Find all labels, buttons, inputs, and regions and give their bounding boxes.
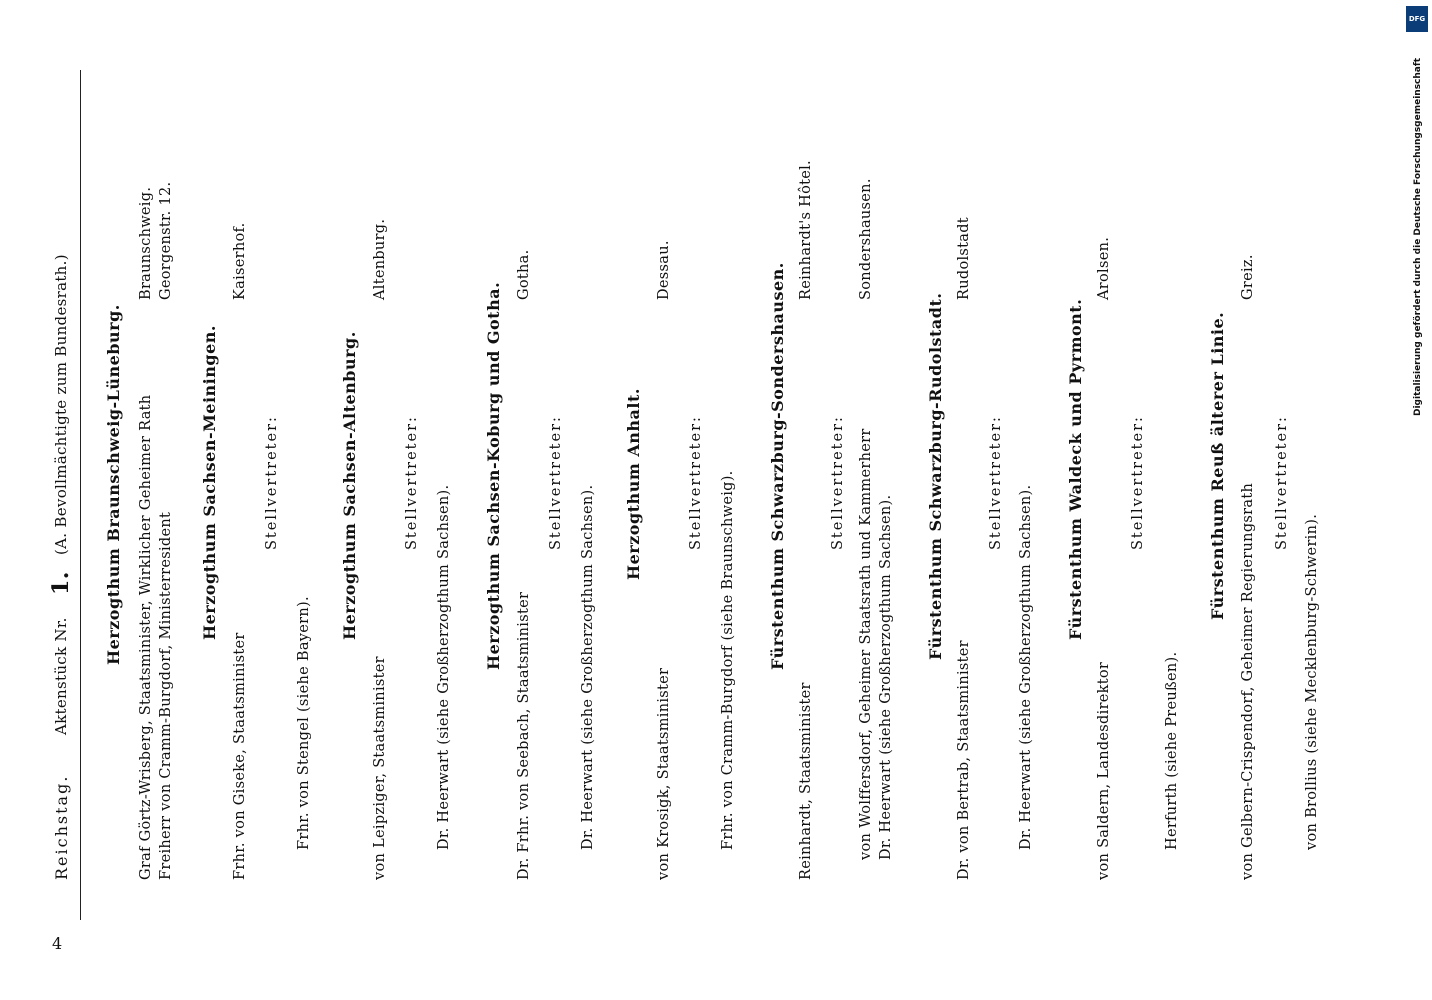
section-title: Fürstenthum Schwarzburg-Rudolstadt. bbox=[926, 292, 945, 660]
page-number: 4 bbox=[52, 934, 63, 953]
dfg-logo: DFG bbox=[1406, 6, 1428, 32]
section-title: Herzogthum Sachsen-Altenburg. bbox=[340, 331, 359, 640]
entry-text: Dr. Frhr. von Seebach, Staatsminister bbox=[516, 591, 532, 880]
deputy-label: Stellvertreter: bbox=[1274, 415, 1290, 550]
entry-text: von Krosigk, Staatsminister bbox=[656, 667, 672, 880]
entry-place: Kaiserhof. bbox=[232, 222, 248, 300]
deputy-text: Herfurth (siehe Preußen). bbox=[1164, 651, 1180, 850]
entry-text: Reinhardt, Staatsminister bbox=[798, 682, 814, 880]
section-title: Fürstenthum Reuß älterer Linie. bbox=[1208, 311, 1227, 620]
entry-place: Reinhardt's Hôtel. bbox=[798, 160, 814, 300]
entry-place: Rudolstadt bbox=[956, 217, 972, 300]
entry-place: Gotha. bbox=[516, 249, 532, 300]
deputy-place: Sondershausen. bbox=[858, 178, 874, 300]
deputy-label: Stellvertreter: bbox=[548, 415, 564, 550]
entry-place: Braunschweig. bbox=[138, 186, 154, 300]
entry-place: Arolsen. bbox=[1096, 236, 1112, 300]
dfg-watermark-text: Digitalisierung gefördert durch die Deutsche Forschungsgemeinschaft bbox=[1413, 57, 1423, 416]
entry-text: von Leipziger, Staatsminister bbox=[372, 656, 388, 880]
entry-place: Georgenstr. 12. bbox=[158, 181, 174, 300]
section-title: Herzogthum Anhalt. bbox=[624, 388, 643, 580]
deputy-label: Stellvertreter: bbox=[988, 415, 1004, 550]
deputy-label: Stellvertreter: bbox=[830, 415, 846, 550]
header-left: Reichstag. bbox=[52, 774, 71, 880]
deputy-text: Frhr. von Cramm-Burgdorf (siehe Braunschweig). bbox=[720, 470, 736, 850]
deputy-text: von Wolffersdorf, Geheimer Staatsrath und Kammerherr bbox=[858, 428, 874, 860]
dfg-watermark bbox=[1406, 0, 1432, 420]
entry-text: Freiherr von Cramm-Burgdorf, Ministerresident bbox=[158, 511, 174, 880]
deputy-text: von Brollius (siehe Mecklenburg-Schwerin). bbox=[1304, 513, 1320, 850]
section-title: Fürstenthum Schwarzburg-Sondershausen. bbox=[768, 262, 787, 670]
deputy-label: Stellvertreter: bbox=[1130, 415, 1146, 550]
header-prefix: Aktenstück Nr. bbox=[52, 617, 70, 735]
header-rule bbox=[80, 70, 81, 920]
deputy-text: Dr. Heerwart (siehe Großherzogthum Sachsen). bbox=[436, 484, 452, 850]
section-title: Herzogthum Sachsen-Koburg und Gotha. bbox=[484, 281, 503, 670]
deputy-label: Stellvertreter: bbox=[688, 415, 704, 550]
deputy-label: Stellvertreter: bbox=[404, 415, 420, 550]
entry-place: Altenburg. bbox=[372, 218, 388, 300]
deputy-text: Frhr. von Stengel (siehe Bayern). bbox=[296, 596, 312, 850]
section-title: Herzogthum Sachsen-Meiningen. bbox=[200, 325, 219, 640]
section-title: Herzogthum Braunschweig-Lüneburg. bbox=[104, 304, 123, 665]
deputy-text: Dr. Heerwart (siehe Großherzogthum Sachsen). bbox=[1018, 484, 1034, 850]
header-number: 1. bbox=[48, 571, 74, 595]
entry-place: Dessau. bbox=[656, 240, 672, 300]
entry-text: Dr. von Bertrab, Staatsminister bbox=[956, 640, 972, 880]
header-suffix: (A. Bevollmächtigte zum Bundesrath.) bbox=[52, 254, 70, 555]
deputy-text: Dr. Heerwart (siehe Großherzogthum Sachsen). bbox=[580, 484, 596, 850]
entry-text: Graf Görtz-Wrisberg, Staatsminister, Wirklicher Geheimer Rath bbox=[138, 394, 154, 880]
entry-text: von Gelbern-Crispendorf, Geheimer Regierungsrath bbox=[1240, 482, 1256, 880]
entry-place: Greiz. bbox=[1240, 254, 1256, 300]
entry-text: von Saldern, Landesdirektor bbox=[1096, 661, 1112, 880]
deputy-label: Stellvertreter: bbox=[264, 415, 280, 550]
entry-text: Frhr. von Giseke, Staatsminister bbox=[232, 632, 248, 880]
deputy-text: Dr. Heerwart (siehe Großherzogthum Sachsen). bbox=[878, 494, 894, 860]
section-title: Fürstenthum Waldeck und Pyrmont. bbox=[1066, 298, 1085, 640]
